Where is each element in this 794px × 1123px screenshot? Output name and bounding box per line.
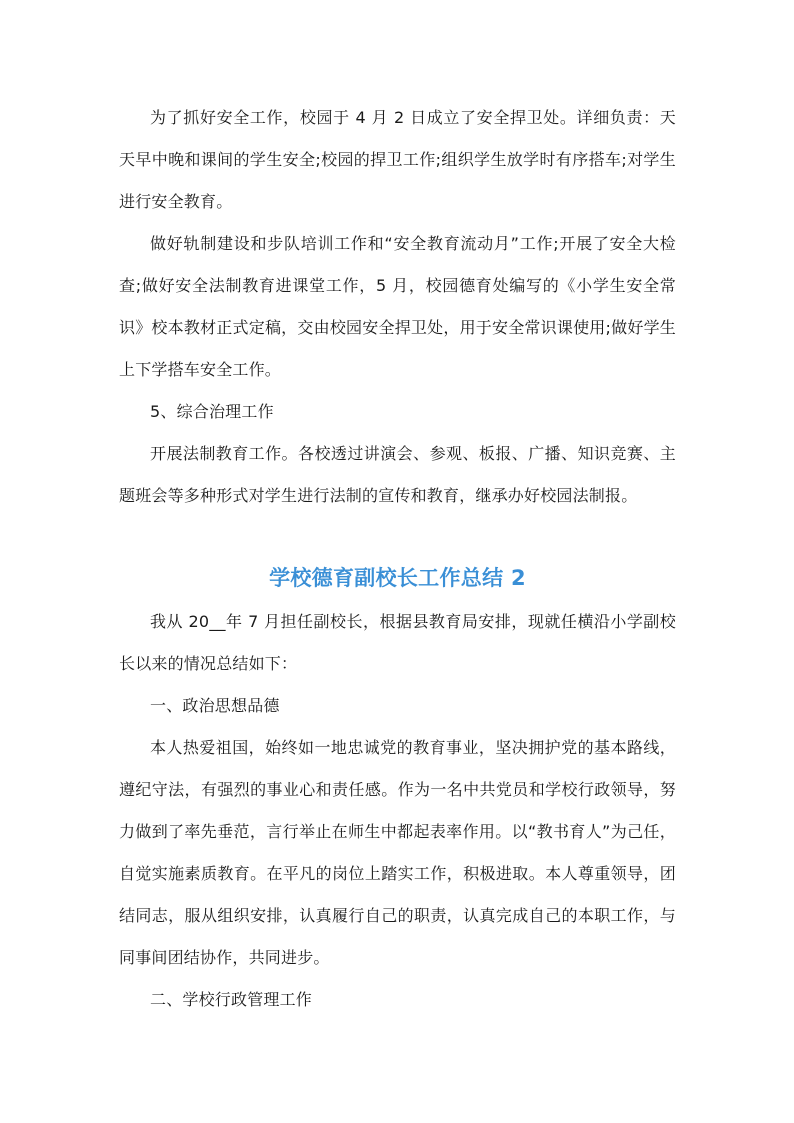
- paragraph-personal-conduct: 本人热爱祖国，始终如一地忠诚党的教育事业，坚决拥护党的基本路线，遵纪守法，有强烈的事业心和责任感。作为一名中共党员和学校行政领导，努力做到了率先垂范，言行举止在师生中都起表率作用。以“教书育人”为己任，自觉实施素质教育。在平凡的岗位上踏实工作，积极进取。本人尊重领导，团结同志，服从组织安排，认真履行自己的职责，认真完成自己的本职工作，与同事间团结协作，共同进步。: [119, 738, 676, 967]
- subheading-political-morality: 一、政治思想品德: [150, 696, 280, 715]
- paragraph-legal-education: 开展法制教育工作。各校透过讲演会、参观、板报、广播、知识竞赛、主题班会等多种形式对学生进行法制的宣传和教育，继承办好校园法制报。: [119, 444, 676, 505]
- section-title: 学校德育副校长工作总结 2: [269, 566, 526, 590]
- subheading-comprehensive-governance: 5、综合治理工作: [150, 402, 274, 421]
- paragraph-safety-education-month: 做好轨制建设和步队培训工作和“安全教育流动月”工作;开展了安全大检查;做好安全法制教育进课堂工作，5 月，校园德育处编写的《小学生安全常识》校本教材正式定稿，交由校园安全捍卫处，用于安全常识课使用;做好学生上下学搭车安全工作。: [119, 234, 676, 379]
- paragraph-safety-office: 为了抓好安全工作，校园于 4 月 2 日成立了安全捍卫处。详细负责：天天早中晚和课间的学生安全;校园的捍卫工作;组织学生放学时有序搭车;对学生进行安全教育。: [119, 108, 676, 211]
- paragraph-intro: 我从 20__年 7 月担任副校长，根据县教育局安排，现就任横沿小学副校长以来的情况总结如下：: [119, 612, 676, 673]
- subheading-administration: 二、学校行政管理工作: [150, 990, 313, 1009]
